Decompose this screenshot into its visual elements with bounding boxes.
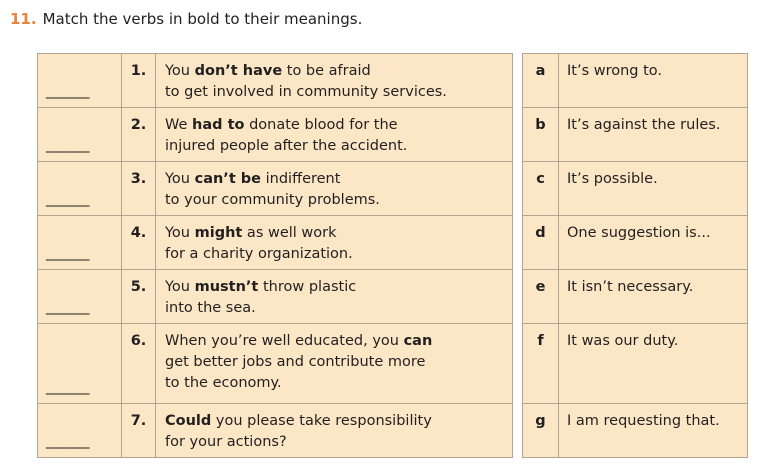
answer-blank[interactable]: ______: [38, 54, 122, 108]
meaning-letter: c: [523, 162, 559, 216]
sentence-row: [38, 162, 513, 216]
sentence-post: as well work: [242, 225, 337, 241]
sentence-text: [156, 324, 513, 404]
sentence-text: [156, 216, 513, 270]
bold-verb: can’t be: [194, 171, 262, 187]
sentence-post: throw plastic: [258, 279, 357, 295]
meaning-row: [523, 216, 748, 270]
sentence-line-2: to your community problems.: [165, 192, 380, 208]
meaning-row: [523, 54, 748, 108]
instruction-text: Match the verbs in bold to their meanings.: [42, 10, 363, 28]
answer-blank[interactable]: ______: [38, 162, 122, 216]
meaning-letter: f: [523, 324, 559, 404]
answer-blank[interactable]: ______: [38, 324, 122, 404]
meaning-text: It was our duty.: [559, 324, 748, 404]
bold-verb: Could: [165, 413, 212, 429]
sentence-line-1: [165, 115, 504, 136]
sentence-line-1: [165, 411, 504, 432]
answer-blank[interactable]: ______: [38, 216, 122, 270]
sentence-pre: You: [165, 279, 195, 295]
meaning-row: [523, 324, 748, 404]
exercise-number: 11.: [10, 10, 37, 28]
sentence-line-2: for a charity organization.: [165, 246, 353, 262]
meaning-letter: b: [523, 108, 559, 162]
bold-verb: don’t have: [194, 63, 283, 79]
sentence-post: indifferent: [261, 171, 341, 187]
sentence-row: [38, 324, 513, 404]
answer-blank[interactable]: ______: [38, 404, 122, 458]
sentence-text: [156, 108, 513, 162]
exercise-instruction: [10, 9, 362, 29]
sentence-post: donate blood for the: [244, 117, 398, 133]
meaning-text: I am requesting that.: [559, 404, 748, 458]
sentence-line-2: injured people after the accident.: [165, 138, 408, 154]
sentence-line-2: for your actions?: [165, 434, 287, 450]
sentence-pre: You: [165, 63, 195, 79]
meaning-letter: a: [523, 54, 559, 108]
sentence-row: [38, 54, 513, 108]
meaning-letter: d: [523, 216, 559, 270]
sentence-pre: When you’re well educated, you: [165, 333, 404, 349]
sentence-pre: We: [165, 117, 193, 133]
meaning-row: [523, 270, 748, 324]
sentence-number: 3.: [122, 162, 156, 216]
meaning-text: It’s wrong to.: [559, 54, 748, 108]
sentence-post: you please take responsibility: [211, 413, 432, 429]
sentence-text: [156, 162, 513, 216]
sentence-line-1: [165, 61, 504, 82]
bold-verb: had to: [192, 117, 245, 133]
sentence-post: to be afraid: [282, 63, 371, 79]
sentence-line-2: into the sea.: [165, 300, 256, 316]
sentence-number: 5.: [122, 270, 156, 324]
meanings-table: [522, 53, 748, 458]
sentence-number: 1.: [122, 54, 156, 108]
sentence-line-1: [165, 277, 504, 298]
sentence-line-1: [165, 223, 504, 244]
sentence-row: [38, 404, 513, 458]
answer-blank[interactable]: ______: [38, 108, 122, 162]
meaning-text: It’s against the rules.: [559, 108, 748, 162]
meaning-row: [523, 162, 748, 216]
sentence-text: [156, 404, 513, 458]
sentence-row: [38, 270, 513, 324]
bold-verb: mustn’t: [194, 279, 259, 295]
meaning-text: It isn’t necessary.: [559, 270, 748, 324]
sentence-text: [156, 270, 513, 324]
meaning-letter: g: [523, 404, 559, 458]
sentence-text: [156, 54, 513, 108]
sentence-row: [38, 108, 513, 162]
sentences-table: [37, 53, 513, 458]
sentence-line-3: to the economy.: [165, 375, 282, 391]
sentence-line-2: to get involved in community services.: [165, 84, 447, 100]
meaning-text: It’s possible.: [559, 162, 748, 216]
sentence-number: 4.: [122, 216, 156, 270]
sentence-row: [38, 216, 513, 270]
bold-verb: can: [403, 333, 433, 349]
sentence-number: 7.: [122, 404, 156, 458]
sentence-number: 6.: [122, 324, 156, 404]
sentence-pre: You: [165, 225, 195, 241]
meaning-text: One suggestion is...: [559, 216, 748, 270]
bold-verb: might: [194, 225, 243, 241]
sentence-pre: You: [165, 171, 195, 187]
sentence-line-1: [165, 169, 504, 190]
meaning-row: [523, 404, 748, 458]
sentence-line-2: get better jobs and contribute more: [165, 354, 426, 370]
meaning-row: [523, 108, 748, 162]
sentence-line-1: [165, 331, 504, 352]
meaning-letter: e: [523, 270, 559, 324]
answer-blank[interactable]: ______: [38, 270, 122, 324]
sentence-number: 2.: [122, 108, 156, 162]
